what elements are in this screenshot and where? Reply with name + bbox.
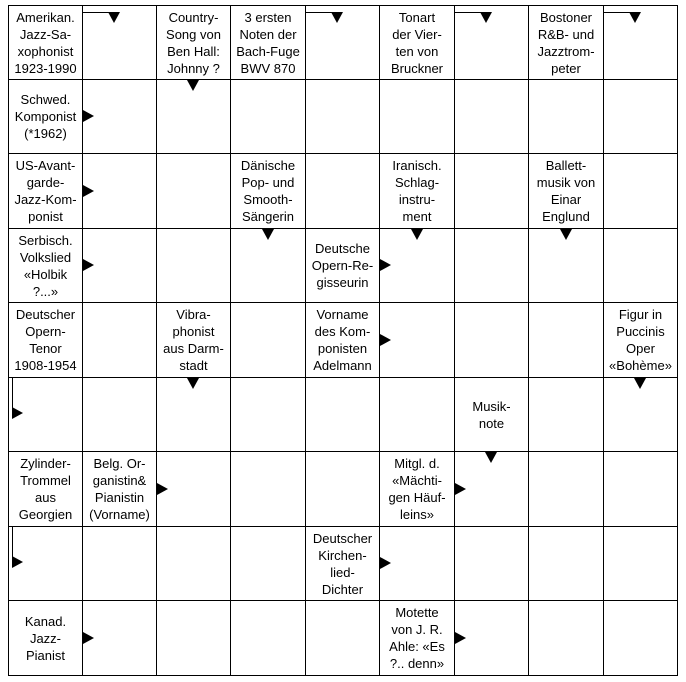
arrow-stem (12, 378, 13, 408)
arrow-right-icon (12, 556, 23, 568)
clue-text: Zylinder- Trommel aus Georgien (18, 456, 73, 522)
clue-text: Amerikan. Jazz-Sa- xophonist 1923-1990 (14, 9, 77, 76)
clue-cell (156, 302, 231, 378)
answer-cell[interactable] (305, 377, 380, 452)
clue-cell (379, 451, 455, 527)
clue-cell (8, 302, 83, 378)
arrow-right-icon (455, 632, 466, 644)
answer-cell[interactable] (528, 600, 604, 676)
clue-text: Country- Song von Ben Hall: Johnny ? (166, 9, 221, 76)
arrow-down-icon (187, 378, 199, 389)
arrow-down-icon (629, 12, 641, 23)
answer-cell[interactable] (603, 153, 678, 229)
answer-cell[interactable] (230, 377, 306, 452)
clue-cell (379, 153, 455, 229)
arrow-right-icon (83, 632, 94, 644)
answer-cell[interactable] (379, 377, 455, 452)
answer-cell[interactable] (305, 600, 380, 676)
arrow-down-icon (634, 378, 646, 389)
arrow-down-icon (485, 452, 497, 463)
answer-cell[interactable] (156, 526, 231, 601)
clue-cell (8, 153, 83, 229)
clue-text: Tonart der Vier- ten von Bruckner (390, 9, 444, 76)
arrow-down-icon (108, 12, 120, 23)
clue-cell (8, 5, 83, 80)
clue-cell (156, 5, 231, 80)
answer-cell[interactable] (528, 377, 604, 452)
clue-cell (528, 153, 604, 229)
answer-cell[interactable] (379, 79, 455, 154)
clue-text: 3 ersten Noten der Bach-Fuge BWV 870 (236, 9, 300, 76)
clue-cell (8, 451, 83, 527)
answer-cell[interactable] (454, 153, 529, 229)
clue-cell (379, 600, 455, 676)
answer-cell[interactable] (156, 228, 231, 303)
arrow-down-icon (262, 229, 274, 240)
answer-cell[interactable] (454, 302, 529, 378)
arrow-down-icon (560, 229, 572, 240)
answer-cell[interactable] (528, 302, 604, 378)
answer-cell[interactable] (230, 451, 306, 527)
clue-text: Musik- note (472, 398, 511, 431)
clue-cell (230, 153, 306, 229)
crossword-grid (8, 5, 677, 675)
clue-text: Iranisch. Schlag- instru- ment (392, 158, 442, 224)
clue-cell (305, 302, 380, 378)
answer-cell[interactable] (603, 451, 678, 527)
clue-cell (8, 600, 83, 676)
clue-text: Vorname des Kom- ponisten Adelmann (313, 307, 372, 373)
answer-cell[interactable] (82, 377, 157, 452)
clue-cell (603, 302, 678, 378)
arrow-right-icon (380, 334, 391, 346)
answer-cell[interactable] (156, 153, 231, 229)
answer-cell[interactable] (454, 526, 529, 601)
arrow-right-icon (455, 483, 466, 495)
clue-cell (305, 228, 380, 303)
arrow-down-icon (411, 229, 423, 240)
answer-cell[interactable] (603, 526, 678, 601)
clue-text: Schwed. Komponist (*1962) (14, 92, 77, 141)
answer-cell[interactable] (305, 451, 380, 527)
arrow-right-icon (83, 259, 94, 271)
clue-text: Kanad. Jazz- Pianist (24, 613, 67, 663)
clue-text: Deutsche Opern-Re- gisseurin (311, 241, 374, 290)
clue-cell (305, 526, 380, 601)
clue-text: Vibra- phonist aus Darm- stadt (163, 307, 224, 373)
answer-cell[interactable] (230, 600, 306, 676)
arrow-right-icon (83, 110, 94, 122)
clue-text: Deutscher Kirchen- lied- Dichter (312, 530, 373, 597)
clue-text: Mitgl. d. «Mächti- gen Häuf- leins» (388, 456, 446, 522)
answer-cell[interactable] (305, 153, 380, 229)
arrow-right-icon (380, 557, 391, 569)
clue-text: Serbisch. Volkslied «Holbik ?...» (18, 232, 73, 299)
clue-text: Figur in Puccinis Oper «Bohème» (609, 307, 672, 373)
clue-cell (230, 5, 306, 80)
clue-cell (379, 5, 455, 80)
arrow-stem (12, 527, 13, 557)
answer-cell[interactable] (230, 302, 306, 378)
arrow-right-icon (12, 407, 23, 419)
clue-cell (454, 377, 529, 452)
answer-cell[interactable] (528, 79, 604, 154)
answer-cell[interactable] (528, 526, 604, 601)
clue-cell (82, 451, 157, 527)
clue-text: US-Avant- garde- Jazz-Kom- ponist (14, 158, 77, 224)
clue-text: Belg. Or- ganistin& Pianistin (Vorname) (89, 456, 150, 522)
answer-cell[interactable] (603, 228, 678, 303)
answer-cell[interactable] (230, 79, 306, 154)
clue-cell (528, 5, 604, 80)
answer-cell[interactable] (156, 600, 231, 676)
answer-cell[interactable] (603, 79, 678, 154)
clue-text: Motette von J. R. Ahle: «Es ?.. denn» (389, 605, 445, 671)
clue-cell (8, 228, 83, 303)
answer-cell[interactable] (603, 600, 678, 676)
answer-cell[interactable] (82, 526, 157, 601)
answer-cell[interactable] (305, 79, 380, 154)
answer-cell[interactable] (454, 79, 529, 154)
answer-cell[interactable] (454, 228, 529, 303)
clue-text: Ballett- musik von Einar Englund (536, 158, 596, 224)
arrow-down-icon (187, 80, 199, 91)
arrow-right-icon (83, 185, 94, 197)
arrow-right-icon (380, 259, 391, 271)
answer-cell[interactable] (230, 526, 306, 601)
clue-text: Dänische Pop- und Smooth- Sängerin (240, 158, 296, 224)
arrow-down-icon (331, 12, 343, 23)
arrow-right-icon (157, 483, 168, 495)
arrow-down-icon (480, 12, 492, 23)
clue-text: Bostoner R&B- und Jazztrom- peter (537, 9, 595, 76)
clue-cell (8, 79, 83, 154)
clue-text: Deutscher Opern- Tenor 1908-1954 (14, 307, 77, 373)
answer-cell[interactable] (82, 302, 157, 378)
answer-cell[interactable] (528, 451, 604, 527)
